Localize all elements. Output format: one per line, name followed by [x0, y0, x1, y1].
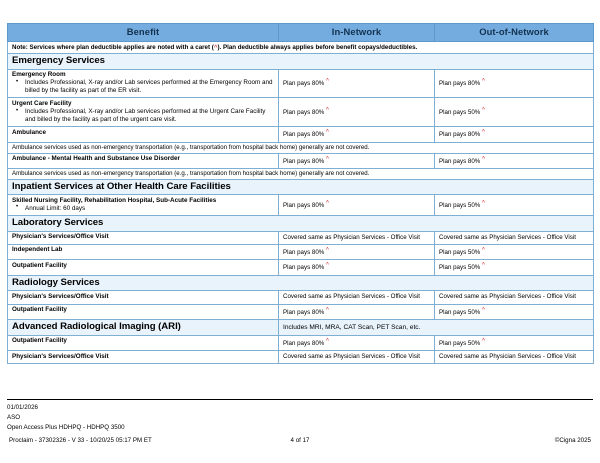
section-row-radiology-services	[8, 275, 594, 291]
caret-symbol: ^	[482, 306, 485, 313]
column-header-in-network: In-Network	[279, 24, 435, 42]
benefit-label: Outpatient Facility	[12, 306, 67, 314]
caret-symbol: ^	[482, 199, 485, 206]
caret-symbol: ^	[482, 246, 485, 253]
out-of-network-value: Plan pays 50% ^	[435, 260, 594, 275]
out-of-network-value: Plan pays 80% ^	[435, 69, 594, 98]
footer-funding-type: ASO	[7, 414, 21, 422]
deductible-note-cell	[8, 42, 594, 54]
section-row-emergency-services	[8, 54, 594, 70]
section-title: Inpatient Services at Other Health Care Facilities	[8, 179, 594, 195]
caret-symbol: ^	[326, 306, 329, 313]
footer-plan-name: Open Access Plus HDHPQ - HDHPQ 3500	[7, 424, 125, 432]
benefit-label-cell	[8, 335, 279, 350]
info-text: Ambulance services used as non-emergency transportation (e.g., transportation from hospital back home) generally are not covered.	[8, 142, 594, 153]
out-of-network-value: Plan pays 80% ^	[435, 153, 594, 168]
in-network-value: Plan pays 80% ^	[279, 335, 435, 350]
note-suffix: ). Plan deductible always applies before benefit copays/deductibles.	[217, 43, 418, 51]
in-network-value: Covered same as Physician Services - Office Visit	[279, 291, 435, 304]
table-row	[8, 244, 594, 259]
out-of-network-value: Plan pays 50% ^	[435, 244, 594, 259]
section-row-laboratory-services	[8, 216, 594, 232]
benefit-label-cell	[8, 260, 279, 275]
section-title: Laboratory Services	[8, 216, 594, 232]
footer-plan-info	[7, 403, 593, 433]
caret-symbol: ^	[326, 262, 329, 269]
benefit-label: Independent Lab	[12, 246, 63, 254]
caret-symbol: ^	[213, 43, 218, 51]
benefit-label-cell	[8, 244, 279, 259]
benefit-label: Outpatient Facility	[12, 261, 67, 269]
benefit-label-cell	[8, 231, 279, 244]
benefit-label: Physician's Services/Office Visit	[12, 293, 109, 301]
note-prefix: Note: Services where plan deductible applies are noted with a caret (	[12, 43, 214, 51]
in-network-value: Covered same as Physician Services - Office Visit	[279, 231, 435, 244]
caret-symbol: ^	[326, 246, 329, 253]
table-row	[8, 304, 594, 319]
column-header-out-of-network: Out-of-Network	[435, 24, 594, 42]
in-network-value: Plan pays 80% ^	[279, 69, 435, 98]
caret-symbol: ^	[326, 337, 329, 344]
benefit-label-cell	[8, 98, 279, 127]
caret-symbol: ^	[482, 78, 485, 85]
benefit-label: Emergency Room	[12, 71, 66, 79]
out-of-network-value: Plan pays 50% ^	[435, 98, 594, 127]
table-row	[8, 153, 594, 168]
caret-symbol: ^	[326, 129, 329, 136]
benefit-label: Ambulance - Mental Health and Substance Use Disorder	[12, 155, 180, 163]
caret-symbol: ^	[482, 155, 485, 162]
caret-symbol: ^	[482, 337, 485, 344]
table-header-row	[8, 24, 594, 42]
page-footer	[7, 399, 593, 433]
table-info-row	[8, 142, 594, 153]
out-of-network-value: Covered same as Physician Services - Office Visit	[435, 231, 594, 244]
caret-symbol: ^	[482, 262, 485, 269]
in-network-value: Plan pays 80% ^	[279, 98, 435, 127]
footer-document-id: Proclaim - 37302326 - V 33 - 10/20/25 05:17 PM ET	[9, 437, 152, 444]
benefit-bullet: • Annual Limit: 60 days	[12, 205, 274, 213]
in-network-value: Covered same as Physician Services - Office Visit	[279, 350, 435, 363]
benefit-label-cell	[8, 350, 279, 363]
in-network-value: Plan pays 80% ^	[279, 244, 435, 259]
table-row	[8, 260, 594, 275]
table-row	[8, 127, 594, 142]
section-title: Advanced Radiological Imaging (ARI)	[8, 320, 279, 336]
benefit-label-cell	[8, 195, 279, 216]
table-row	[8, 335, 594, 350]
caret-symbol: ^	[326, 107, 329, 114]
in-network-value: Plan pays 80% ^	[279, 153, 435, 168]
in-network-value: Plan pays 80% ^	[279, 260, 435, 275]
in-network-value: Plan pays 80% ^	[279, 127, 435, 142]
in-network-value: Plan pays 80% ^	[279, 195, 435, 216]
in-network-value: Plan pays 80% ^	[279, 304, 435, 319]
footer-copyright: ©Cigna 2025	[554, 437, 591, 444]
table-info-row	[8, 169, 594, 180]
footer-page-number: 4 of 17	[290, 437, 310, 444]
caret-symbol: ^	[326, 78, 329, 85]
table-row	[8, 69, 594, 98]
out-of-network-value: Plan pays 50% ^	[435, 304, 594, 319]
section-title: Radiology Services	[8, 275, 594, 291]
table-row	[8, 231, 594, 244]
section-title: Emergency Services	[8, 54, 594, 70]
benefit-label-cell	[8, 127, 279, 142]
footer-divider	[7, 399, 593, 400]
footer-effective-date: 01/01/2026	[7, 404, 38, 411]
benefit-label: Physician's Services/Office Visit	[12, 233, 109, 241]
benefit-summary-table	[7, 23, 594, 364]
table-row	[8, 195, 594, 216]
section-row-inpatient-services	[8, 179, 594, 195]
table-body	[8, 42, 594, 364]
caret-symbol: ^	[326, 199, 329, 206]
section-row-advanced-radiological-imaging	[8, 320, 594, 336]
column-header-benefit: Benefit	[8, 24, 279, 42]
table-row	[8, 291, 594, 304]
section-note: Includes MRI, MRA, CAT Scan, PET Scan, etc.	[279, 320, 594, 336]
benefit-bullet: • Includes Professional, X-ray and/or Lab services performed at the Emergency Room and billed by the facility as part of the ER visit.	[12, 79, 274, 95]
benefit-label: Urgent Care Facility	[12, 99, 72, 107]
benefit-label-cell	[8, 291, 279, 304]
benefit-label: Ambulance	[12, 128, 46, 136]
benefit-label-cell	[8, 153, 279, 168]
out-of-network-value: Plan pays 50% ^	[435, 335, 594, 350]
out-of-network-value: Covered same as Physician Services - Office Visit	[435, 350, 594, 363]
out-of-network-value: Covered same as Physician Services - Office Visit	[435, 291, 594, 304]
caret-symbol: ^	[482, 107, 485, 114]
benefit-label-cell	[8, 69, 279, 98]
deductible-note-row	[8, 42, 594, 54]
out-of-network-value: Plan pays 50% ^	[435, 195, 594, 216]
caret-symbol: ^	[326, 155, 329, 162]
benefit-label: Skilled Nursing Facility, Rehabilitation Hospital, Sub-Acute Facilities	[12, 196, 217, 204]
table-row	[8, 350, 594, 363]
caret-symbol: ^	[482, 129, 485, 136]
benefit-label: Outpatient Facility	[12, 337, 67, 345]
out-of-network-value: Plan pays 80% ^	[435, 127, 594, 142]
benefit-label: Physician's Services/Office Visit	[12, 352, 109, 360]
info-text: Ambulance services used as non-emergency transportation (e.g., transportation from hospital back home) generally are not covered.	[8, 169, 594, 180]
benefit-label-cell	[8, 304, 279, 319]
table-row	[8, 98, 594, 127]
benefit-bullet: • Includes Professional, X-ray and/or Lab services performed at the Urgent Care Facility and billed by the facility as part of the urgent care visit.	[12, 108, 274, 124]
